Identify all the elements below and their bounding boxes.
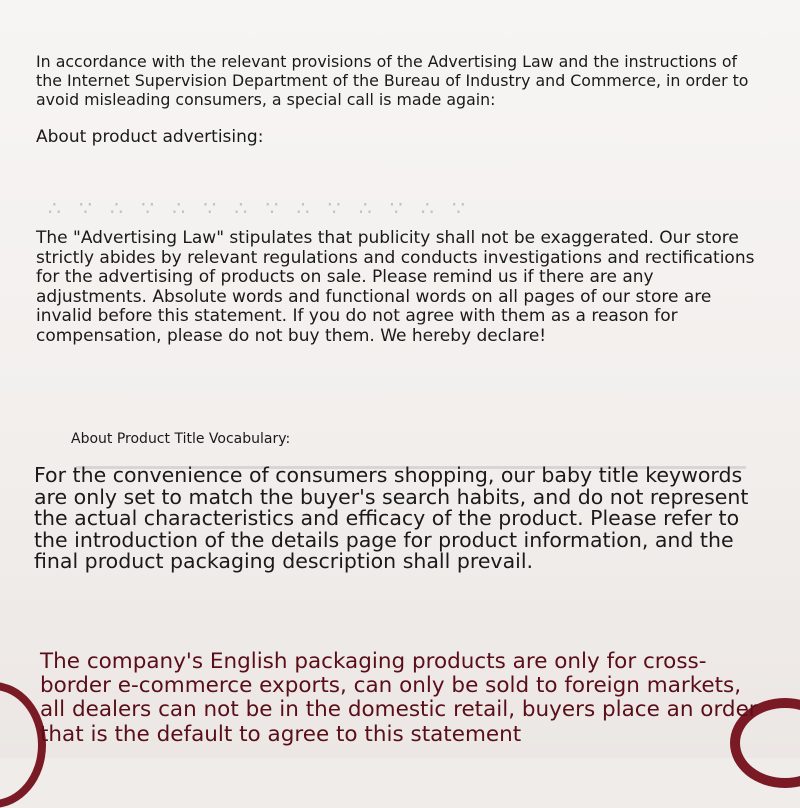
advertising-statement: The "Advertising Law" stipulates that publicity shall not be exaggerated. Our store strictly abides by relevant regulations and conducts investigations and rectifications for the advertising of products on sale. Please remind us if there are any adjustments. Absolute words and functional words on all pages of our store are invalid before this statement. If you do not agree with them as a reason for compensation, please do not buy them. We hereby declare! bbox=[36, 228, 755, 346]
advertising-heading: About product advertising: bbox=[36, 127, 264, 147]
title-vocabulary-statement: For the convenience of consumers shopping, our baby title keywords are only set to match the buyer's search habits, and do not represent the actual characteristics and efficacy of the product. Please refer to the introduction of the details page for product information, and the final product packaging description shall prevail. bbox=[34, 463, 749, 573]
faded-background-lettering: ∴ ∵ ∴ ∵ ∴ ∵ ∴ ∵ ∴ ∵ ∴ ∵ ∴ ∵ bbox=[48, 196, 471, 220]
title-vocabulary-heading: About Product Title Vocabulary: bbox=[71, 431, 291, 447]
intro-paragraph: In accordance with the relevant provisions of the Advertising Law and the instructions of the Internet Supervision Department of the Bureau of Industry and Commerce, in order to avoid misleading consumers, a special call is made again: bbox=[36, 52, 749, 109]
export-notice: The company's English packaging products are only for cross-border e-commerce exports, can only be sold to foreign markets, all dealers can not be in the domestic retail, buyers place an order that is the default to agree to this statement bbox=[40, 649, 758, 747]
